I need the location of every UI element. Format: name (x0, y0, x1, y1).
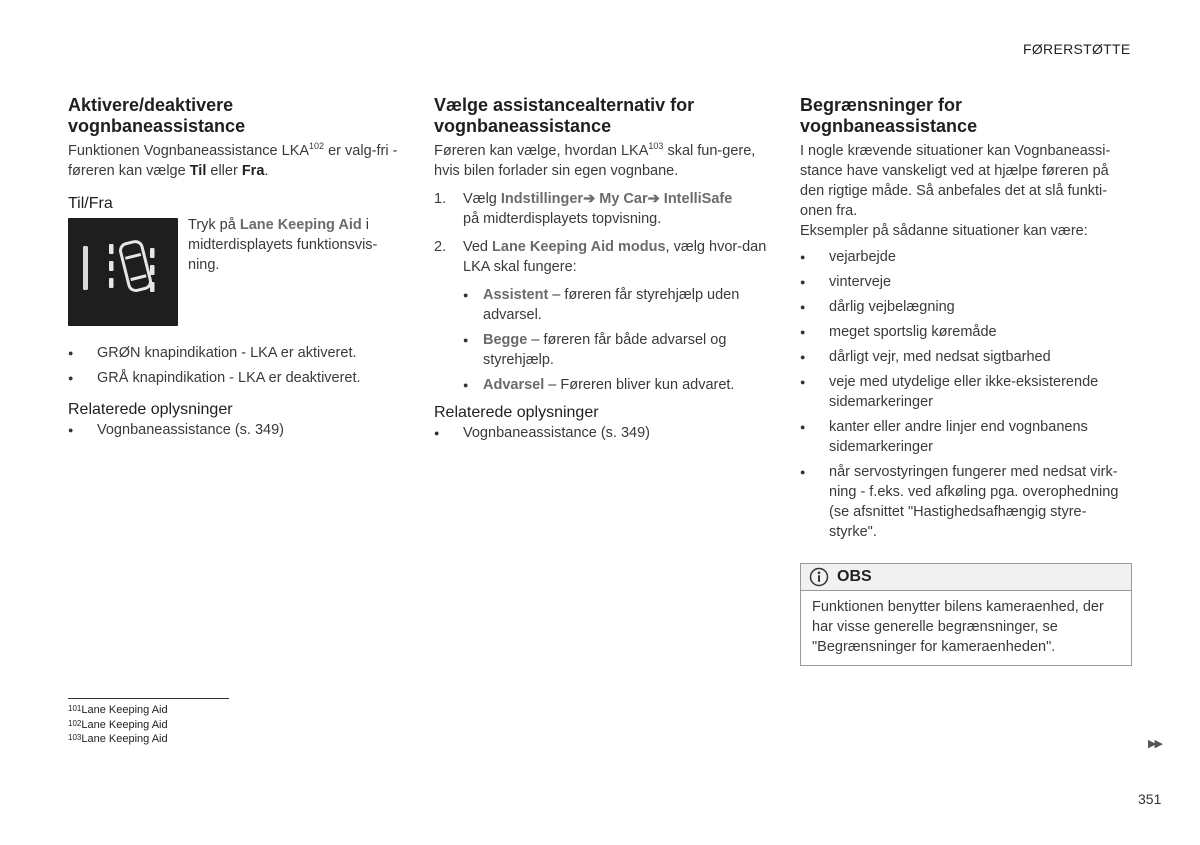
arrow-right-icon: ➔ (647, 191, 664, 207)
footnote-102: $^{102}$Lane Keeping Aid (68, 718, 168, 731)
list-item: ● vejarbejde (800, 247, 1132, 267)
option-begge: ● Begge – føreren får både advarsel og styrehjælp. (463, 330, 769, 370)
column-options (434, 95, 769, 443)
examples-intro: Eksempler på sådanne situationer kan være: (800, 223, 1088, 239)
footnote-101: $^{101}$Lane Keeping Aid (68, 704, 168, 716)
next-page-icon[interactable]: ▶▶ (1148, 738, 1161, 750)
info-icon (809, 567, 829, 587)
option-assistent: ● Assistent – føreren får styrehjælp uden advarsel. (463, 285, 769, 325)
step-1: 1. Vælg Indstillinger➔ My Car➔ IntelliSafe på midterdisplayets topvisning. (434, 191, 733, 227)
list-item: ● vinterveje (800, 272, 1132, 292)
intro-paragraph: I nogle krævende situationer kan Vognbaneassi-stance have vanskeligt ved at hjælpe føreren på den rigtige måde. Så anbefales det at slå funkti-onen fra. (800, 143, 1111, 219)
related-list (68, 420, 403, 440)
section-title: Begrænsninger for vognbaneassistance (800, 95, 978, 136)
step-2: 2. Ved Lane Keeping Aid modus, vælg hvor-dan LKA skal fungere: ● Assistent – føreren får styrehjælp uden advarsel. ● Begge – føreren får både advarsel og styrehjælp. ● Advarsel – Føreren bliver kun advaret. (434, 237, 769, 395)
list-item: ● dårlig vejbelægning (800, 297, 1132, 317)
footnote-ref: 103 (648, 141, 664, 152)
intro-paragraph: Funktionen Vognbaneassistance LKA$^{102}$ er valg-fri - føreren kan vælge Til eller Fra. (68, 141, 398, 179)
limitations-list (800, 247, 1132, 542)
column-activate (68, 95, 403, 438)
related-heading: Relaterede oplysninger (68, 401, 233, 418)
page-number: 351 (1138, 791, 1162, 807)
intro-paragraph: Føreren kan vælge, hvordan LKA$^{103}$ skal fun-gere, hvis bilen forlader sin egen vognbane. (434, 141, 756, 179)
tryk-instruction: Tryk på Lane Keeping Aid i midterdisplayets funktionsvis-ning. (188, 217, 378, 273)
section-header: FØRERSTØTTE (1023, 41, 1131, 57)
section-title: Vælge assistancealternativ for vognbaneassistance (434, 95, 695, 136)
related-list (434, 423, 769, 443)
list-item: ● veje med utydelige eller ikke-eksisterende sidemarkeringer (800, 372, 1132, 412)
list-item: ● dårligt vejr, med nedsat sigtbarhed (800, 347, 1132, 367)
obs-text: Funktionen benytter bilens kameraenhed, der har visse generelle begrænsninger, se "Begrænsninger for kameraenheden". (812, 599, 1104, 655)
column-limitations (800, 95, 1132, 547)
list-item: ● GRØN knapindikation - LKA er aktiveret. (68, 343, 403, 363)
mode-options (463, 285, 769, 395)
lane-keeping-button-icon (68, 218, 178, 326)
list-item: ● når servostyringen fungerer med nedsat virk-ning - f.eks. ved afkøling pga. overophedning (se afsnittet "Hastighedsafhængig styre-styrke". (800, 462, 1132, 542)
footnote-103: $^{103}$Lane Keeping Aid (68, 733, 168, 745)
section-title: Aktivere/deaktivere vognbaneassistance (68, 95, 246, 136)
footnote-ref: 102 (309, 141, 325, 152)
obs-notice-box (800, 563, 1132, 666)
arrow-right-icon: ➔ (583, 191, 600, 207)
related-heading: Relaterede oplysninger (434, 404, 599, 421)
related-link[interactable]: ● Vognbaneassistance (s. 349) (68, 420, 403, 440)
list-item: ● GRÅ knapindikation - LKA er deaktiveret. (68, 368, 403, 388)
list-item: ● meget sportslig køremåde (800, 322, 1132, 342)
footnotes (68, 703, 168, 747)
obs-header (801, 564, 1131, 591)
obs-title: OBS (837, 568, 872, 585)
footnote-divider (68, 698, 229, 699)
option-advarsel: ● Advarsel – Føreren bliver kun advaret. (463, 375, 769, 395)
lane-keeping-button-graphic (68, 218, 178, 326)
indicator-list-wrapper (68, 343, 403, 445)
related-link[interactable]: ● Vognbaneassistance (s. 349) (434, 423, 769, 443)
list-item: ● kanter eller andre linjer end vognbanens sidemarkeringer (800, 417, 1132, 457)
steps-list (434, 189, 769, 395)
subheading-til-fra: Til/Fra (68, 195, 113, 212)
indicator-list (68, 343, 403, 388)
